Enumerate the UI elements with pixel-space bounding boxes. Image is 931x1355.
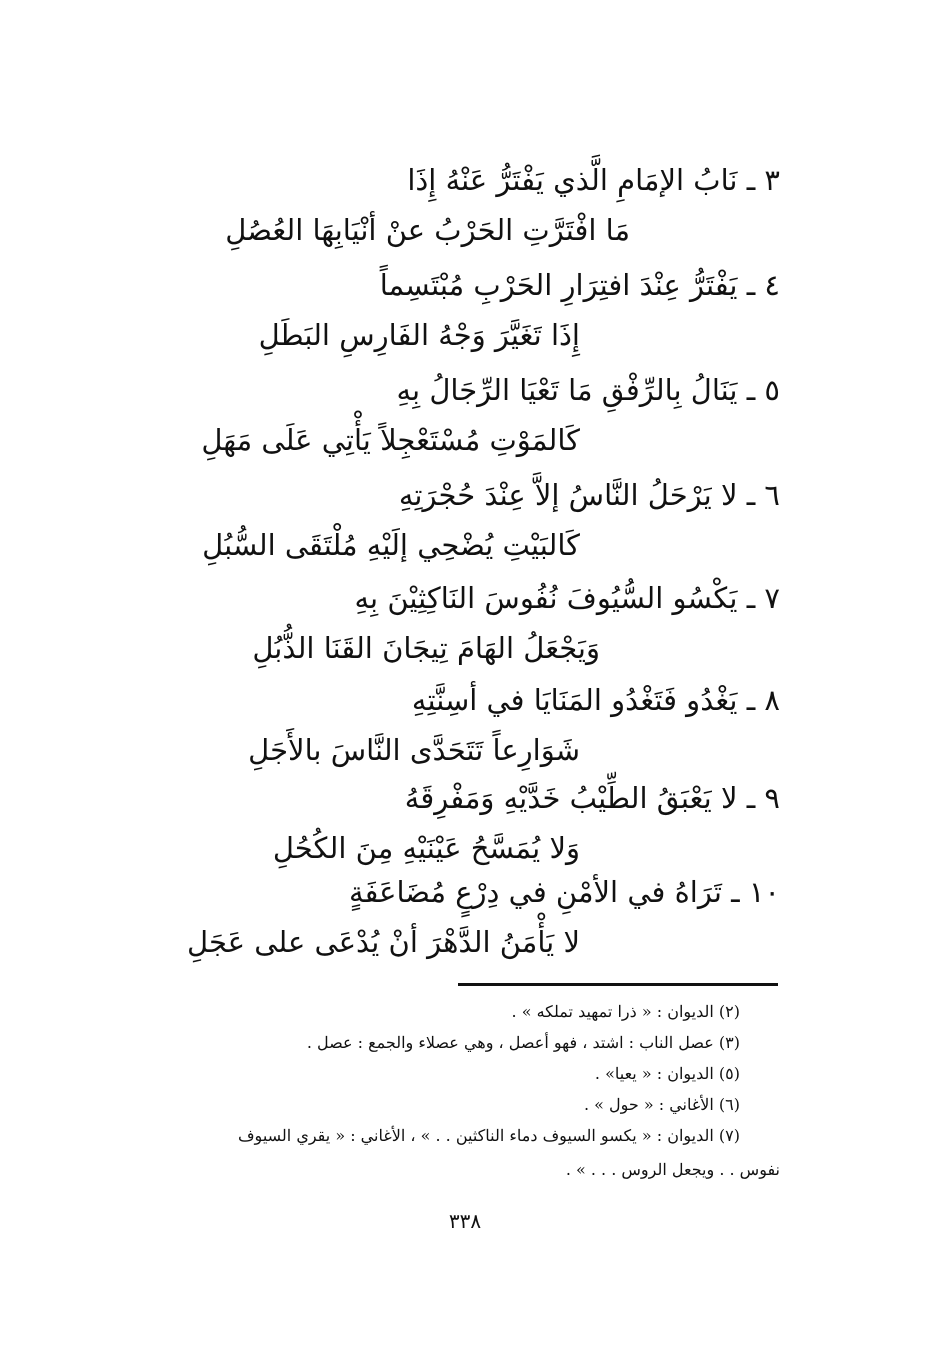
verse-7	[150, 578, 780, 688]
verse-7-first-hemistich: ٧ ـ يَكْسُو السُّيُوفَ نُفُوسَ النَاكِثِيْنَ بِهِ	[354, 581, 780, 615]
verse-5-first-hemistich: ٥ ـ يَنَالُ بِالرِّفْقِ مَا تَعْيَا الرِّجَالُ بِهِ	[396, 373, 780, 407]
verse-6-second-hemistich: كَالبَيْتِ يُضْحِي إلَيْهِ مُلْتَقَى السُّبُلِ	[202, 528, 580, 562]
footnote-7-line-2: نفوس . . ويجعل الروس . . . » .	[565, 1160, 780, 1179]
verse-10-second-hemistich: لا يَأْمَنُ الدَّهْرَ أنْ يُدْعَى على عَجَلِ	[187, 925, 580, 959]
verse-9-first-hemistich: ٩ ـ لا يَعْبَقُ الطِّيْبُ خَدَّيْهِ وَمَفْرِقَهُ	[404, 781, 780, 815]
verse-8-second-hemistich: شَوَارِعاً تَتَحَدَّى النَّاسَ بالأَجَلِ	[248, 733, 580, 767]
footnote-7-line-1: (٧) الديوان : « يكسو السيوف دماء الناكثين . . » ، الأغاني : « يقري السيوف	[237, 1126, 740, 1145]
footnote-5: (٥) الديوان : « يعيا» .	[594, 1064, 740, 1083]
verse-5	[150, 370, 780, 480]
verse-3-first-hemistich: ٣ ـ نَابُ الإمَامِ الَّذي يَفْتَرُّ عَنْهُ إِذَا	[407, 163, 780, 197]
footnote-6: (٦) الأغاني : « حول » .	[583, 1095, 740, 1114]
footnote-2: (٢) الديوان : « ذرا تمهيد تملكه » .	[511, 1002, 740, 1021]
verse-7-second-hemistich: وَيَجْعَلُ الهَامَ تِيجَانَ القَنَا الذُّبُلِ	[252, 631, 600, 665]
verse-6-first-hemistich: ٦ ـ لا يَرْحَلُ النَّاسُ إلاَّ عِنْدَ حُجْرَتِهِ	[398, 478, 780, 512]
verse-9-second-hemistich: وَلا يُمَسَّحُ عَيْنَيْهِ مِنَ الكُحُلِ	[272, 831, 580, 865]
verse-4-first-hemistich: ٤ ـ يَفْتَرُّ عِنْدَ افتِرَارِ الحَرْبِ مُبْتَسِماً	[379, 268, 780, 302]
verse-8	[150, 680, 780, 790]
verse-4-second-hemistich: إِذَا تَغَيَّرَ وَجْهُ الفَارِسِ البَطَلِ	[258, 318, 580, 352]
verse-8-first-hemistich: ٨ ـ يَغْدُو فَتَغْدُو المَنَايَا في أسِنَّتِهِ	[411, 683, 780, 717]
footnote-separator	[458, 983, 778, 986]
verse-3	[150, 160, 780, 270]
verse-10	[150, 872, 780, 982]
verse-10-first-hemistich: ١٠ ـ تَرَاهُ في الأمْنِ في دِرْعٍ مُضَاعَفَةٍ	[348, 875, 780, 909]
footnotes	[150, 996, 740, 1120]
verse-4	[150, 265, 780, 375]
footnote-3: (٣) عصل الناب : اشتد ، فهو أعصل ، وهي عصلاء والجمع : عصل .	[306, 1033, 740, 1052]
page-number: ٣٣٨	[448, 1209, 482, 1233]
verse-5-second-hemistich: كَالمَوْتِ مُسْتَعْجِلاً يَأْتِي عَلَى مَهَلِ	[201, 423, 580, 457]
verse-6	[150, 475, 780, 585]
verse-3-second-hemistich: مَا افْتَرَّتِ الحَرْبُ عنْ أنْيَابِهَا العُصُلِ	[225, 213, 630, 247]
